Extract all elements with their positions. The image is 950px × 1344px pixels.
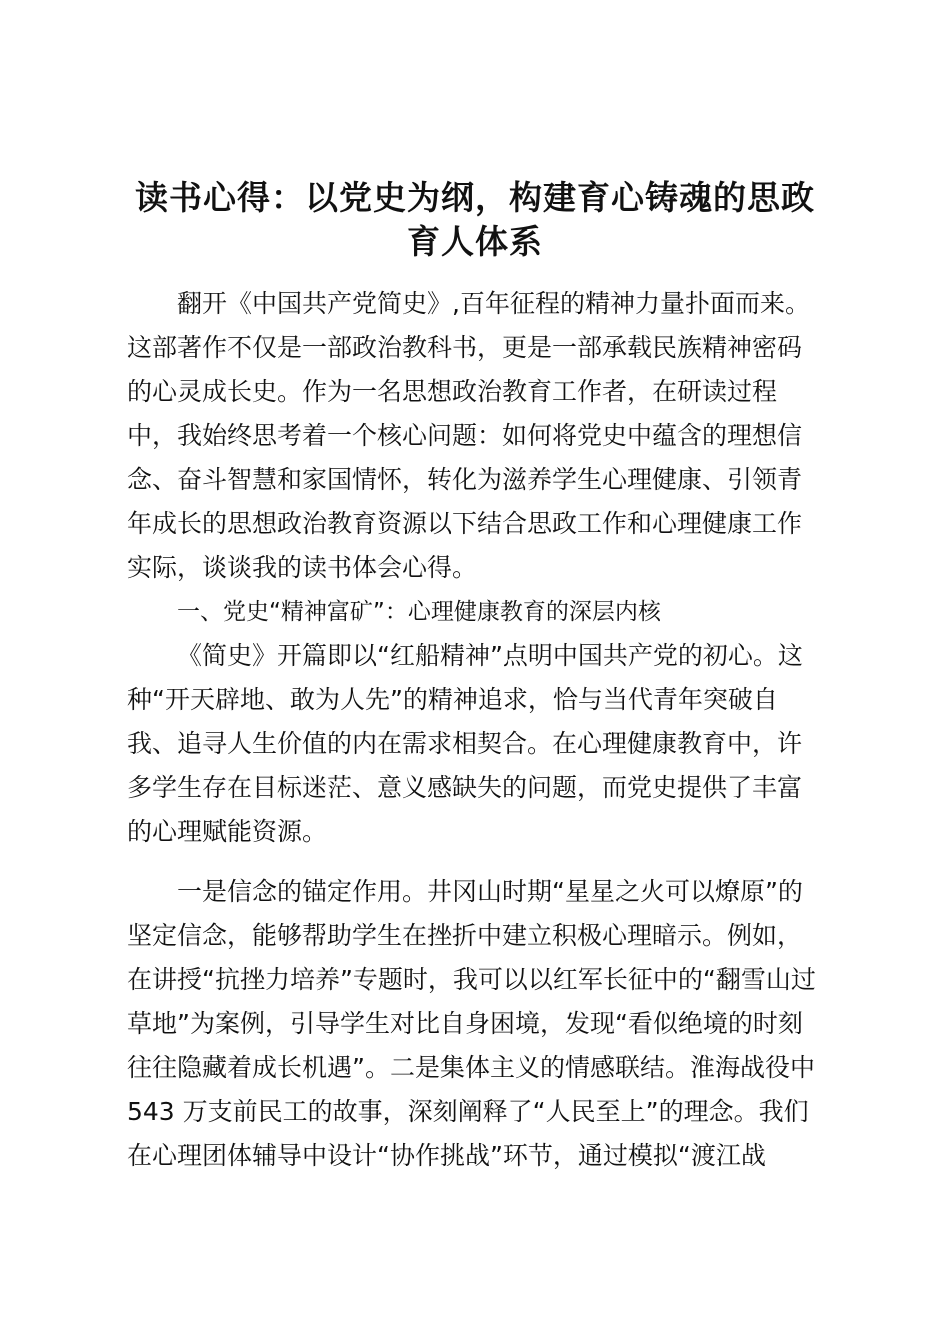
text-line: 一是信念的锚定作用。井冈山时期“星星之火可以燎原”的 [177,877,803,906]
text-line: 《简史》开篇即以“红船精神”点明中国共产党的初心。这 [177,641,803,670]
text-line: 的心灵成长史。作为一名思想政治教育工作者，在研读过程 [127,377,778,406]
text-line: 念、奋斗智慧和家国情怀，转化为滋养学生心理健康、引领青 [127,465,803,494]
text-line: 年成长的思想政治教育资源以下结合思政工作和心理健康工作 [127,509,803,538]
text-line: 实际，谈谈我的读书体会心得。 [127,553,478,582]
text-line: 坚定信念，能够帮助学生在挫折中建立积极心理暗示。例如， [127,921,803,950]
paragraph-intro [127,282,827,590]
text-line: 中，我始终思考着一个核心问题：如何将党史中蕴含的理想信 [127,421,803,450]
text-line: 多学生存在目标迷茫、意义感缺失的问题，而党史提供了丰富 [127,773,803,802]
title-line: 读书心得：以党史为纲，构建育心铸魂的思政 [135,178,815,217]
text-line: 我、追寻人生价值的内在需求相契合。在心理健康教育中，许 [127,729,803,758]
text-line: 的心理赋能资源。 [127,817,328,846]
text-line: 543 万支前民工的故事，深刻阐释了“人民至上”的理念。我们 [127,1097,809,1126]
text-line: 在讲授“抗挫力培养”专题时，我可以以红军长征中的“翻雪山过 [127,965,816,994]
text-line: 往往隐藏着成长机遇”。二是集体主义的情感联结。淮海战役中 [127,1053,815,1082]
text-line: 草地”为案例，引导学生对比自身困境，发现“看似绝境的时刻 [127,1009,803,1038]
title-line: 育人体系 [407,222,543,261]
document-title [120,172,830,260]
text-line: 翻开《中国共产党简史》,百年征程的精神力量扑面而来。 [177,289,810,318]
paragraph-gap [127,854,827,870]
text-line: 这部著作不仅是一部政治教科书，更是一部承载民族精神密码 [127,333,803,362]
paragraph-examples [127,870,827,1178]
paragraph-section1 [127,634,827,854]
text-line: 种“开天辟地、敢为人先”的精神追求，恰与当代青年突破自 [127,685,778,714]
text-line: 在心理团体辅导中设计“协作挑战”环节，通过模拟“渡江战 [127,1141,766,1170]
section-heading: 一、党史“精神富矿”：心理健康教育的深层内核 [177,599,661,625]
document-body [127,282,827,1178]
